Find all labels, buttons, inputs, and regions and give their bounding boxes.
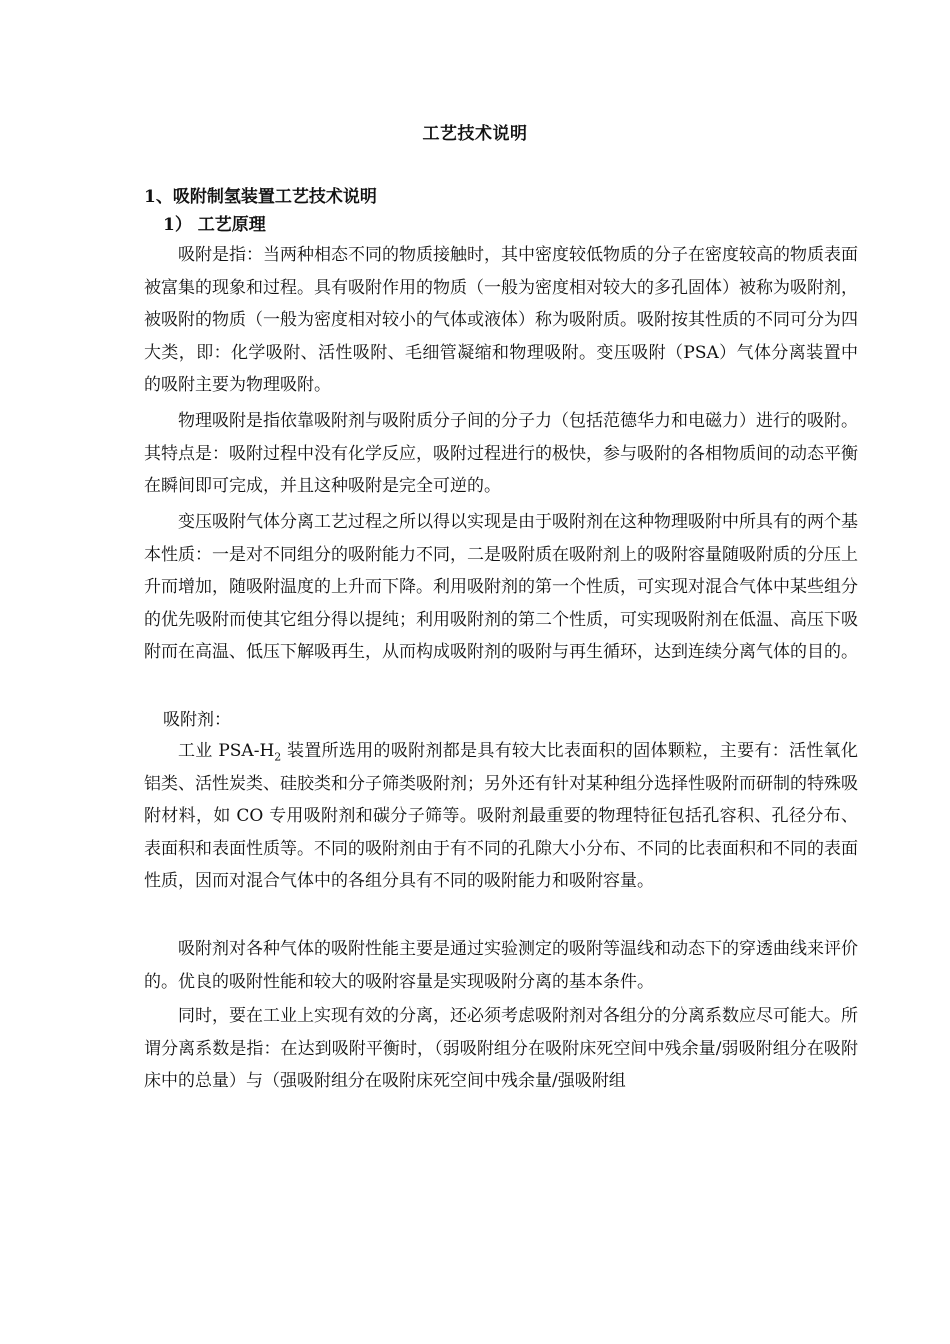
adsorbent-label: 吸附剂： [163, 710, 231, 730]
section-heading: 1、吸附制氢装置工艺技术说明 [144, 187, 377, 207]
paragraph-separation-coefficient: 同时，要在工业上实现有效的分离，还必须考虑吸附剂对各组分的分离系数应尽可能大。所谓分离系数是指：在达到吸附平衡时，（弱吸附组分在吸附床死空间中残余量/弱吸附组分在吸附床中的总量）与（强吸附组分在吸附床死空间中残余量/强吸附组 [144, 1006, 858, 1092]
adsorbent-text-start: 工业 PSA-H [178, 741, 275, 761]
paragraph-adsorption-definition: 吸附是指：当两种相态不同的物质接触时，其中密度较低物质的分子在密度较高的物质表面被富集的现象和过程。具有吸附作用的物质（一般为密度相对较大的多孔固体）被称为吸附剂，被吸附的物质（一般为密度相对较小的气体或液体）称为吸附质。吸附按其性质的不同可分为四大类，即：化学吸附、活性吸附、毛细管凝缩和物理吸附。变压吸附（PSA）气体分离装置中的吸附主要为物理吸附。 [144, 245, 858, 396]
paragraph-adsorbent-types [144, 735, 858, 898]
document-title: 工艺技术说明 [422, 124, 528, 144]
subsection-heading: 1） 工艺原理 [163, 215, 266, 235]
h2-subscript: 2 [274, 750, 282, 764]
adsorbent-text-rest: 装置所选用的吸附剂都是具有较大比表面积的固体颗粒，主要有：活性氧化铝类、活性炭类、硅胶类和分子筛类吸附剂；另外还有针对某种组分选择性吸附而研制的特殊吸附材料，如 CO 专用吸附剂和碳分子筛等。吸附剂最重要的物理特征包括孔容积、孔径分布、表面积和表面性质等。不同的吸附剂由于有不同的孔隙大小分布、不同的比表面积和不同的表面性质，因而对混合气体中的各组分具有不同的吸附能力和吸附容量。 [144, 741, 858, 892]
paragraph-adsorption-evaluation: 吸附剂对各种气体的吸附性能主要是通过实验测定的吸附等温线和动态下的穿透曲线来评价的。优良的吸附性能和较大的吸附容量是实现吸附分离的基本条件。 [144, 939, 858, 992]
paragraph-psa-principle: 变压吸附气体分离工艺过程之所以得以实现是由于吸附剂在这种物理吸附中所具有的两个基本性质：一是对不同组分的吸附能力不同，二是吸附质在吸附剂上的吸附容量随吸附质的分压上升而增加，随吸附温度的上升而下降。利用吸附剂的第一个性质，可实现对混合气体中某些组分的优先吸附而使其它组分得以提纯；利用吸附剂的第二个性质，可实现吸附剂在低温、高压下吸附而在高温、低压下解吸再生，从而构成吸附剂的吸附与再生循环，达到连续分离气体的目的。 [144, 512, 858, 663]
paragraph-physical-adsorption: 物理吸附是指依靠吸附剂与吸附质分子间的分子力（包括范德华力和电磁力）进行的吸附。其特点是：吸附过程中没有化学反应，吸附过程进行的极快，参与吸附的各相物质间的动态平衡在瞬间即可完成，并且这种吸附是完全可逆的。 [144, 411, 858, 497]
